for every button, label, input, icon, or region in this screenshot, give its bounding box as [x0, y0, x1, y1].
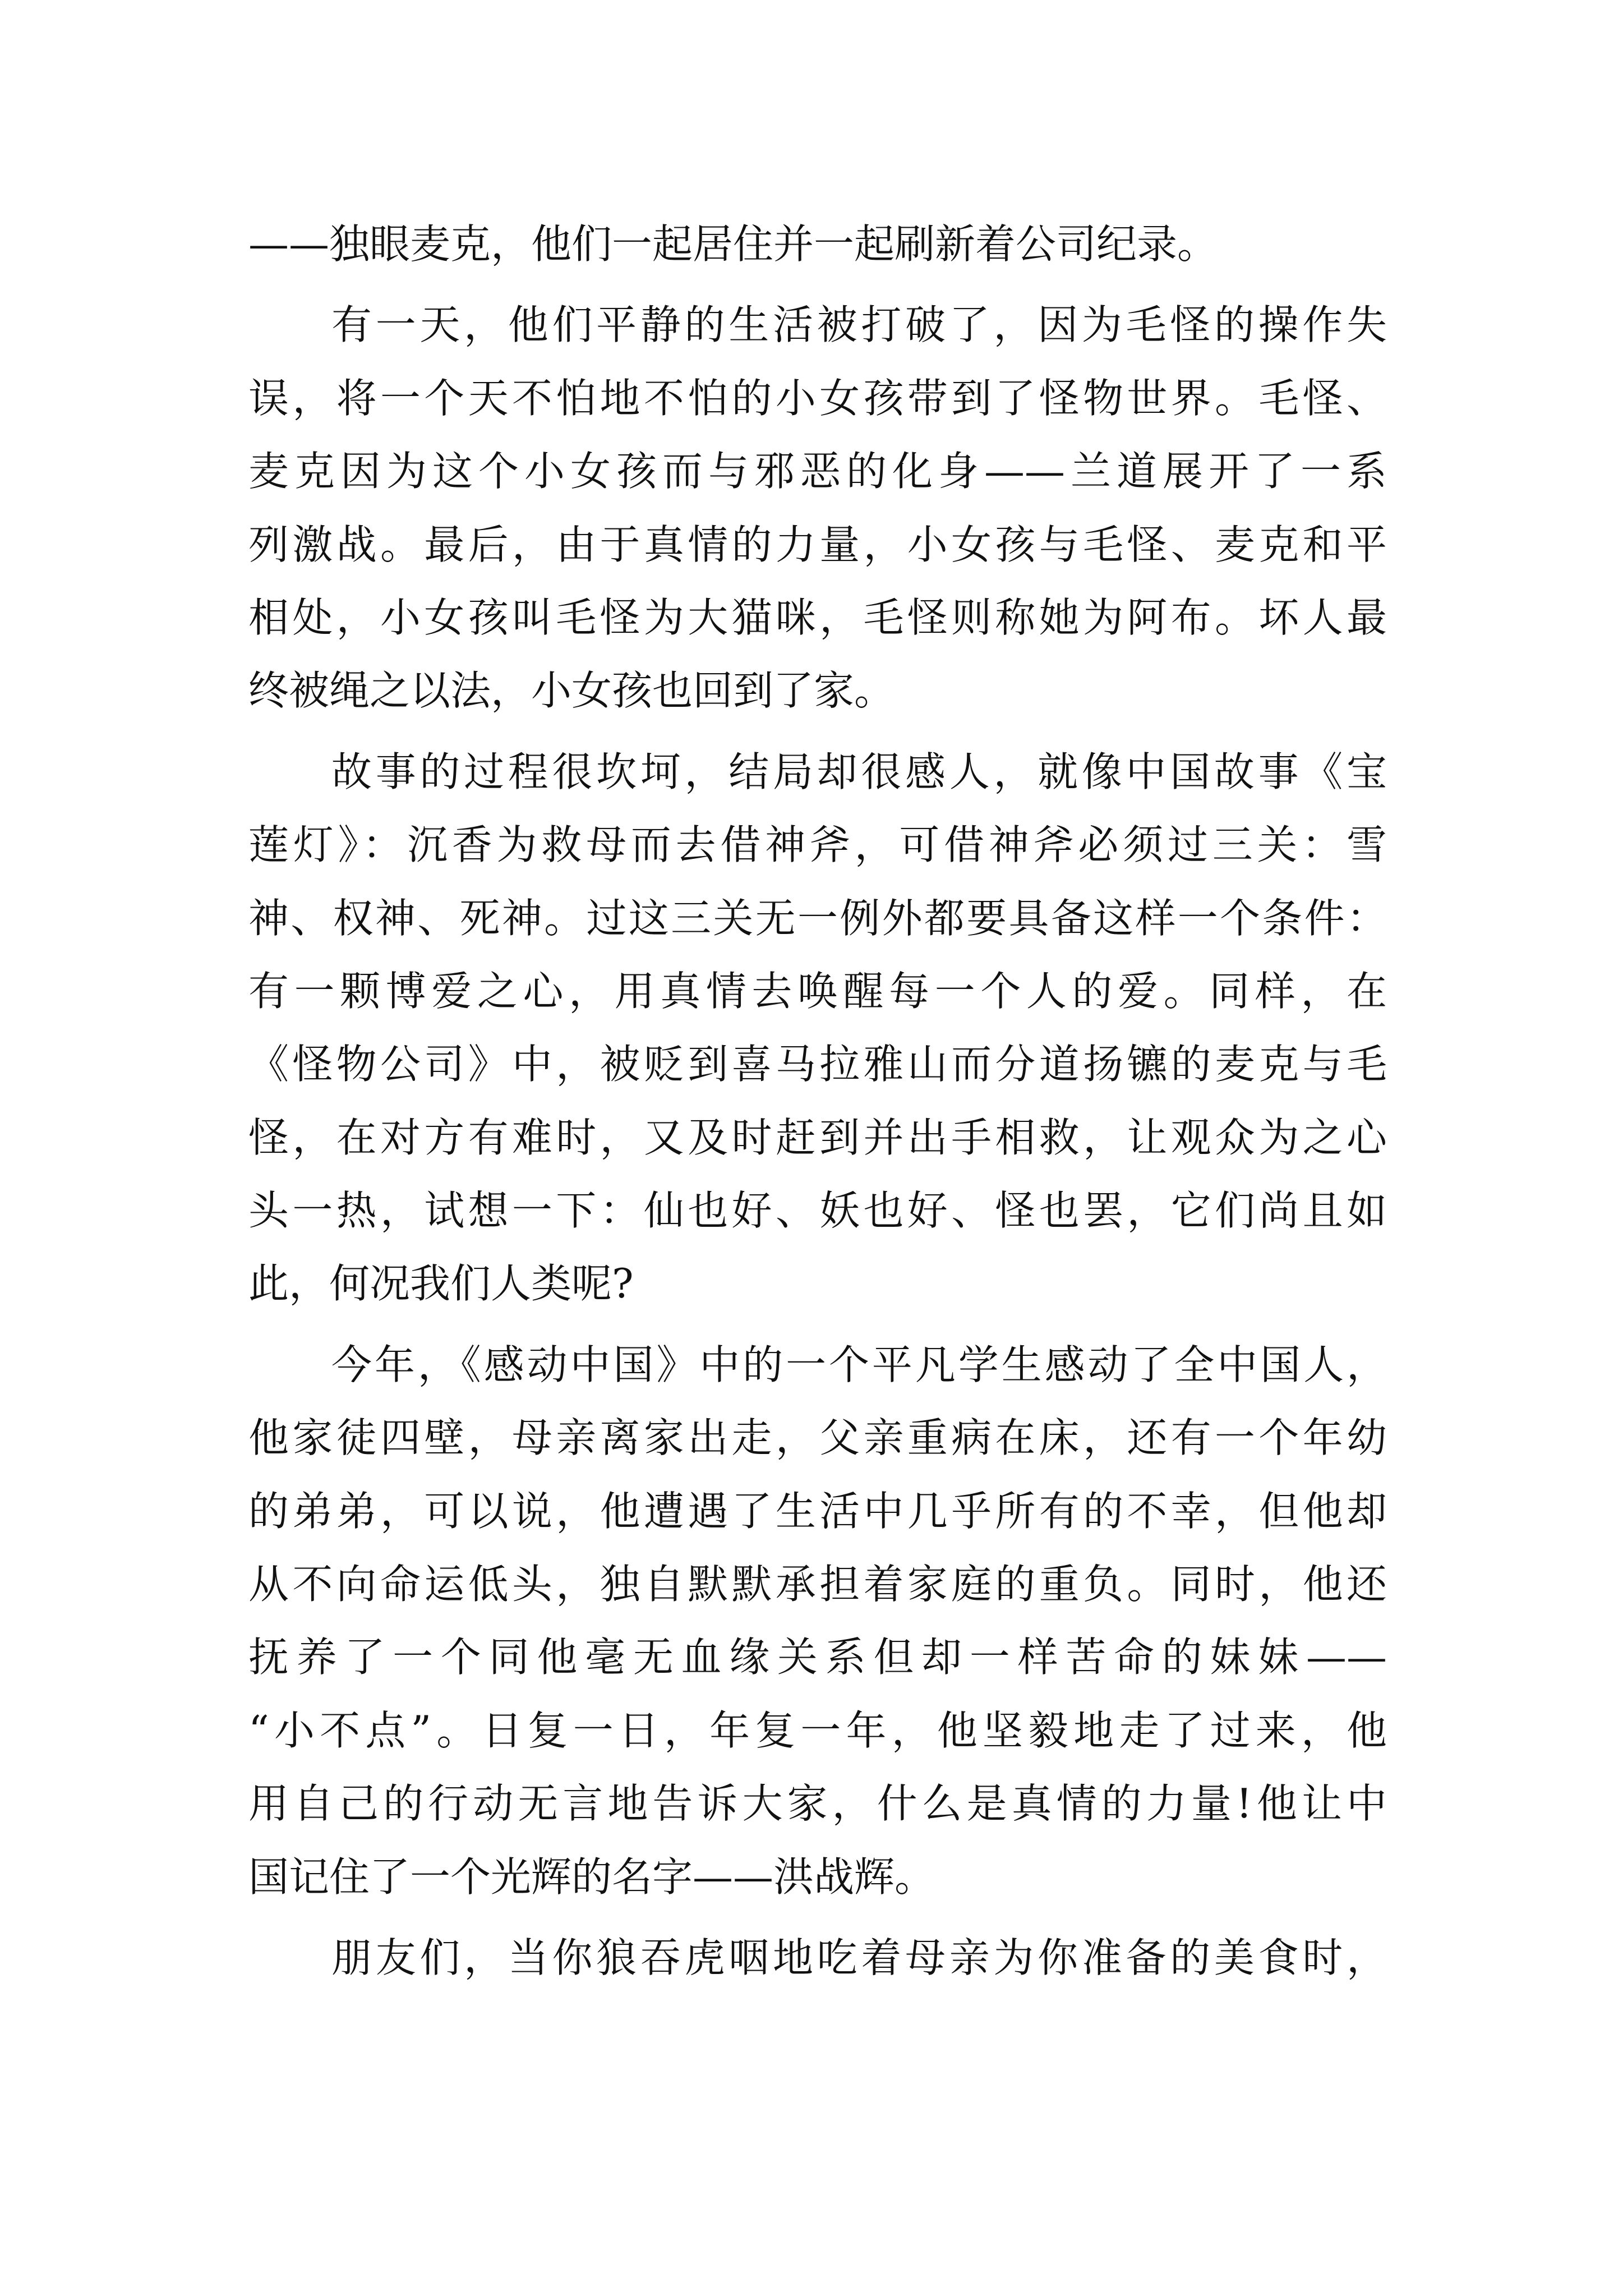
text-line: 误，将一个天不怕地不怕的小女孩带到了怪物世界。毛怪、	[248, 374, 1387, 422]
text-line: 从不向命运低头，独自默默承担着家庭的重负。同时，他还	[248, 1561, 1387, 1608]
text-line: 的弟弟，可以说，他遭遇了生活中几乎所有的不幸，但他却	[248, 1487, 1387, 1535]
text-line: 头一热，试想一下：仙也好、妖也好、怪也罢，它们尚且如	[248, 1187, 1387, 1235]
text-line: 《怪物公司》中，被贬到喜马拉雅山而分道扬镳的麦克与毛	[248, 1041, 1387, 1088]
article-body	[248, 208, 1387, 1994]
text-line: 故事的过程很坎坷，结局却很感人，就像中国故事《宝	[331, 748, 1387, 795]
text-line: ——独眼麦克，他们一起居住并一起刷新着公司纪录。	[248, 220, 1218, 268]
text-line: 朋友们，当你狼吞虎咽地吃着母亲为你准备的美食时，	[331, 1934, 1387, 1981]
text-line: 麦克因为这个小女孩而与邪恶的化身——兰道展开了一系	[248, 448, 1387, 495]
text-line: 他家徒四壁，母亲离家出走，父亲重病在床，还有一个年幼	[248, 1414, 1387, 1462]
text-line: 用自己的行动无言地告诉大家，什么是真情的力量!他让中	[248, 1780, 1387, 1828]
text-line: 今年，《感动中国》中的一个平凡学生感动了全中国人，	[331, 1341, 1387, 1388]
text-line: 莲灯》：沉香为救母而去借神斧，可借神斧必须过三关：雪	[248, 821, 1387, 869]
text-line: 此，何况我们人类呢?	[248, 1260, 634, 1308]
text-line: 国记住了一个光辉的名字——洪战辉。	[248, 1853, 935, 1901]
text-line: 相处，小女孩叫毛怪为大猫咪，毛怪则称她为阿布。坏人最	[248, 593, 1387, 641]
text-line: “小不点”。日复一日，年复一年，他坚毅地走了过来，他	[248, 1706, 1387, 1754]
text-line: 列激战。最后，由于真情的力量，小女孩与毛怪、麦克和平	[248, 521, 1387, 568]
text-line: 有一颗博爱之心，用真情去唤醒每一个人的爱。同样，在	[248, 967, 1387, 1015]
text-line: 神、权神、死神。过这三关无一例外都要具备这样一个条件：	[248, 894, 1387, 942]
text-line: 怪，在对方有难时，又及时赶到并出手相救，让观众为之心	[248, 1114, 1387, 1161]
text-line: 终被绳之以法，小女孩也回到了家。	[248, 667, 895, 715]
text-line: 有一天，他们平静的生活被打破了，因为毛怪的操作失	[331, 301, 1387, 349]
text-line: 抚养了一个同他毫无血缘关系但却一样苦命的妹妹——	[248, 1634, 1387, 1681]
